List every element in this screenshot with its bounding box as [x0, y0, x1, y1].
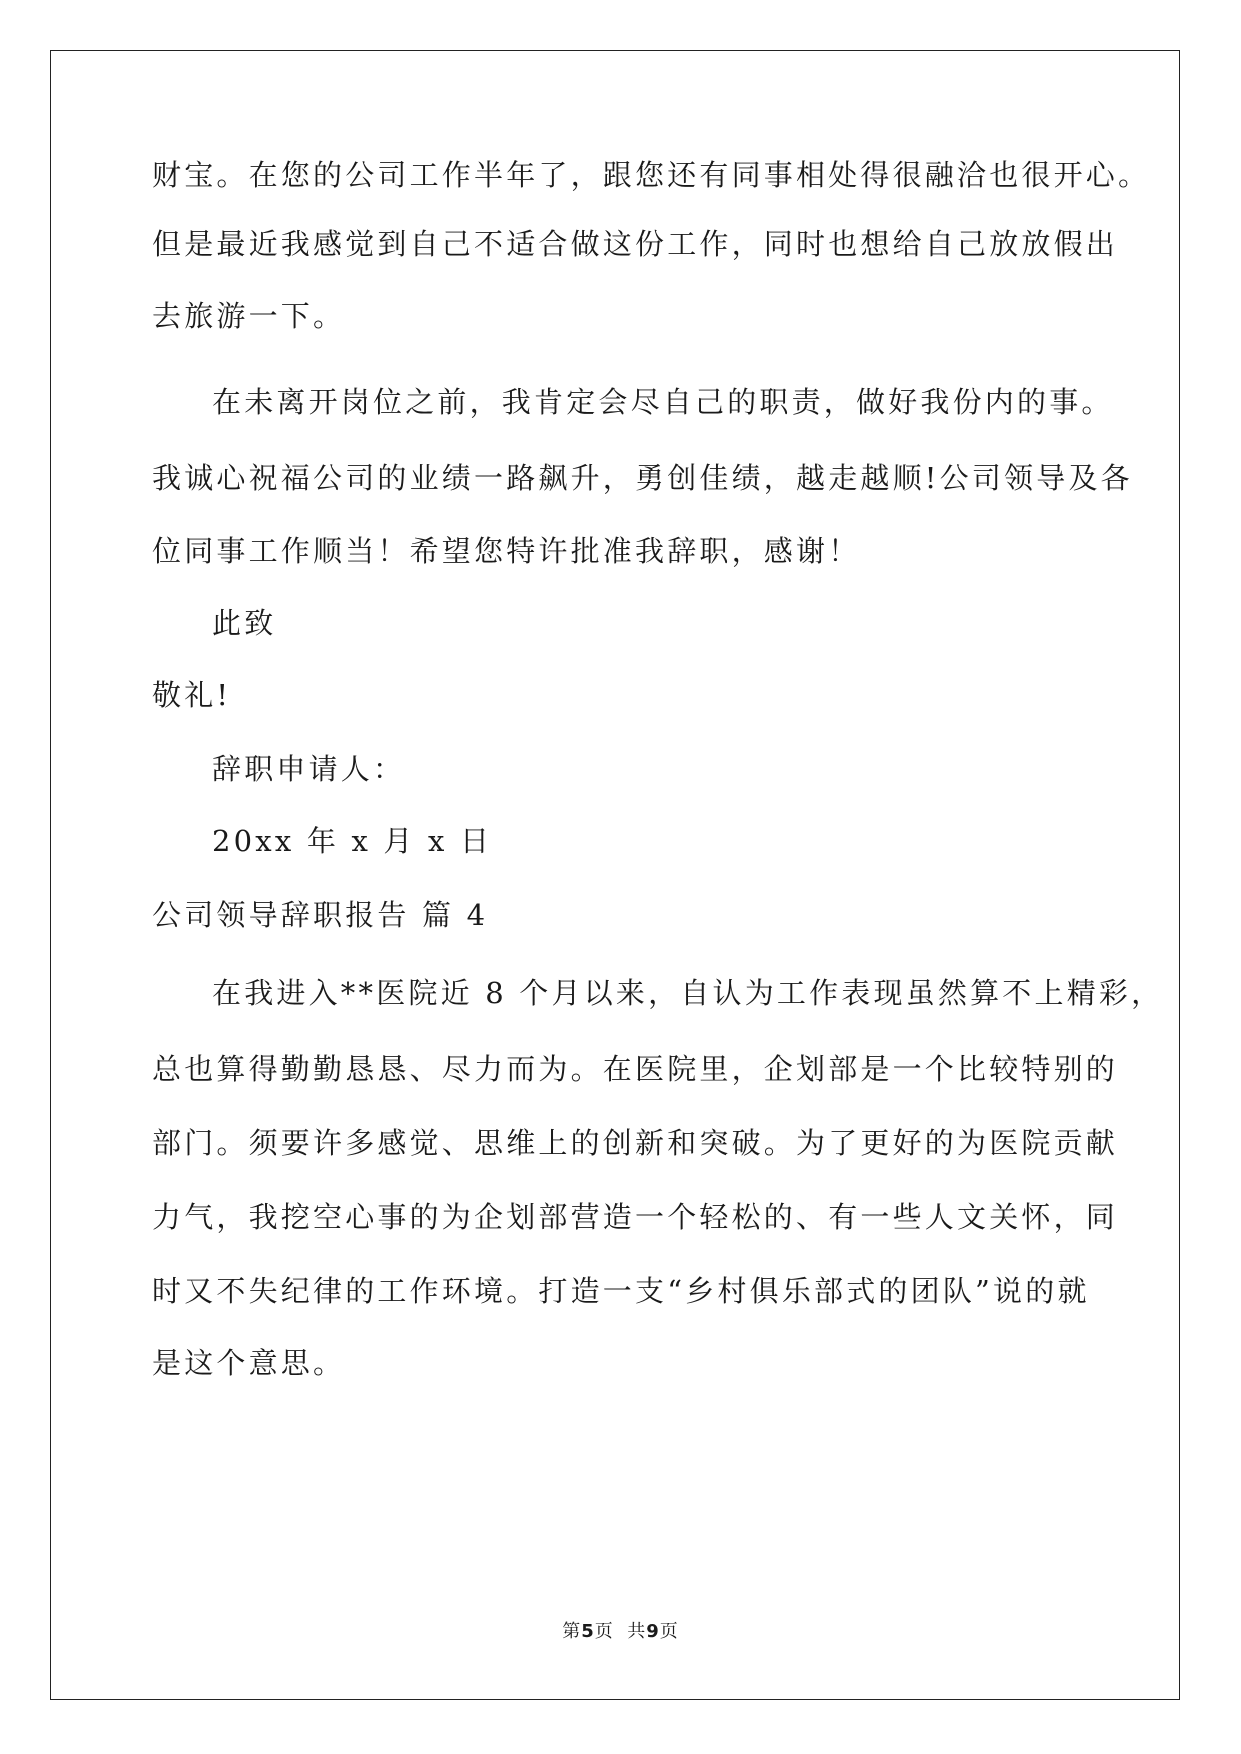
- text-line: 总也算得勤勤恳恳、尽力而为。在医院里，企划部是一个比较特别的: [152, 1052, 1119, 1086]
- section-heading: 公司领导辞职报告 篇 4: [152, 898, 489, 932]
- current-page-number: 5: [581, 1621, 595, 1642]
- date-line: 20xx 年 x 月 x 日: [212, 824, 493, 858]
- text-line: 在未离开岗位之前，我肯定会尽自己的职责，做好我份内的事。: [212, 385, 1114, 419]
- text-line: 去旅游一下。: [152, 299, 346, 333]
- text-line: 部门。须要许多感觉、思维上的创新和突破。为了更好的为医院贡献: [152, 1126, 1119, 1160]
- text-line: 时又不失纪律的工作环境。打造一支“乡村俱乐部式的团队”说的就: [152, 1274, 1090, 1308]
- footer-middle: 页 共: [594, 1621, 647, 1642]
- page-footer: [0, 1617, 1241, 1643]
- footer-suffix: 页: [659, 1621, 679, 1642]
- total-page-number: 9: [646, 1621, 660, 1642]
- text-line: 财宝。在您的公司工作半年了，跟您还有同事相处得很融洽也很开心。: [152, 158, 1151, 192]
- text-line: 在我进入**医院近 8 个月以来，自认为工作表现虽然算不上精彩，: [212, 976, 1164, 1010]
- text-line: 但是最近我感觉到自己不适合做这份工作，同时也想给自己放放假出: [152, 227, 1119, 261]
- footer-prefix: 第: [562, 1621, 582, 1642]
- salutation-line: 此致: [212, 606, 277, 640]
- signature-line: 辞职申请人：: [212, 752, 406, 786]
- text-line: 位同事工作顺当！希望您特许批准我辞职，感谢！: [152, 534, 861, 568]
- text-line: 是这个意思。: [152, 1346, 346, 1380]
- text-line: 我诚心祝福公司的业绩一路飙升，勇创佳绩，越走越顺!公司领导及各: [152, 461, 1133, 495]
- text-line: 力气，我挖空心事的为企划部营造一个轻松的、有一些人文关怀，同: [152, 1200, 1119, 1234]
- salutation-line: 敬礼!: [152, 678, 232, 712]
